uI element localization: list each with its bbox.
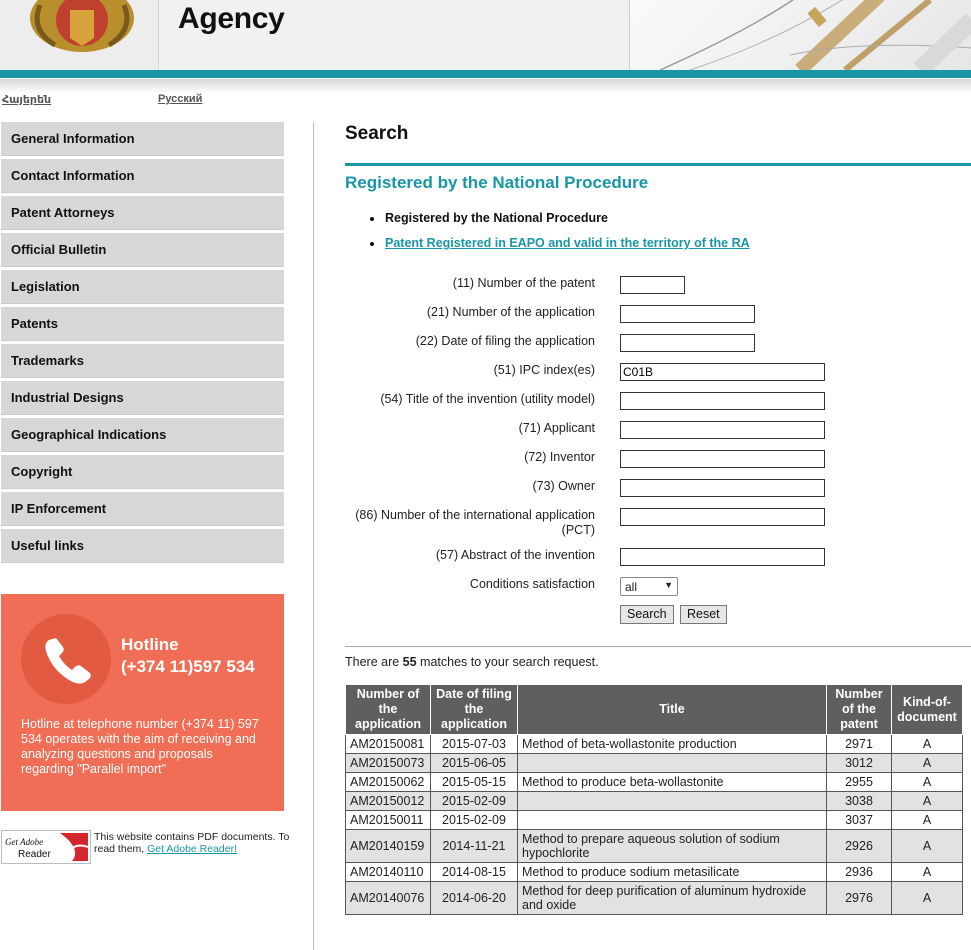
table-row[interactable] <box>346 863 963 882</box>
applicant-label: (71) Applicant <box>518 421 595 435</box>
cell-application-number[interactable]: AM20150081 <box>346 735 431 754</box>
hotline-phone-number: (+374 11)597 534 <box>121 657 255 676</box>
sidebar-item-geographical-indications[interactable]: Geographical Indications <box>1 418 284 452</box>
table-row[interactable] <box>346 830 963 863</box>
cell-kind-of-document: A <box>892 754 963 773</box>
application-number-input[interactable] <box>620 305 755 323</box>
sidebar-item-trademarks[interactable]: Trademarks <box>1 344 284 378</box>
cell-filing-date: 2015-07-03 <box>431 735 518 754</box>
header-accent-bar <box>0 70 971 78</box>
international-application-label: (86) Number of the international application (PCT) <box>355 508 595 537</box>
site-header <box>0 0 971 78</box>
application-number-label: (21) Number of the application <box>426 305 595 319</box>
sidebar-item-patents[interactable]: Patents <box>1 307 284 341</box>
patent-number-label: (11) Number of the patent <box>452 276 595 290</box>
column-header-patent-number[interactable]: Number of the patent <box>827 685 892 735</box>
cell-filing-date: 2014-06-20 <box>431 882 518 915</box>
abstract-input[interactable] <box>620 548 825 566</box>
cell-title: Method for deep purification of aluminum hydroxide and oxide <box>518 882 827 915</box>
cell-title: Method to produce beta-wollastonite <box>518 773 827 792</box>
language-armenian-link[interactable]: Հայերեն <box>2 94 52 106</box>
search-type-menu <box>368 211 750 261</box>
cell-kind-of-document: A <box>892 863 963 882</box>
table-row[interactable] <box>346 792 963 811</box>
column-header-application-number[interactable]: Number of the application <box>346 685 431 735</box>
cell-title <box>518 792 827 811</box>
cell-filing-date: 2015-06-05 <box>431 754 518 773</box>
adobe-notice <box>94 831 294 855</box>
cell-patent-number: 3037 <box>827 811 892 830</box>
page-title: Search <box>345 123 409 144</box>
cell-patent-number: 2936 <box>827 863 892 882</box>
sidebar-item-patent-attorneys[interactable]: Patent Attorneys <box>1 196 284 230</box>
international-application-input[interactable] <box>620 508 825 526</box>
cell-patent-number: 2926 <box>827 830 892 863</box>
cell-kind-of-document: A <box>892 735 963 754</box>
table-row[interactable] <box>346 735 963 754</box>
search-button[interactable]: Search <box>620 605 674 624</box>
header-banner-image <box>629 0 971 70</box>
sidebar-item-copyright[interactable]: Copyright <box>1 455 284 489</box>
cell-patent-number: 3012 <box>827 754 892 773</box>
results-table <box>345 684 963 915</box>
submenu-item-national-procedure: Registered by the National Procedure <box>368 211 750 236</box>
cell-application-number[interactable]: AM20150073 <box>346 754 431 773</box>
hotline-title <box>121 634 271 678</box>
sidebar-item-contact-information[interactable]: Contact Information <box>1 159 284 193</box>
sidebar-nav <box>1 122 284 566</box>
inventor-label: (72) Inventor <box>524 450 595 464</box>
cell-patent-number: 2976 <box>827 882 892 915</box>
abstract-label: (57) Abstract of the invention <box>435 548 595 562</box>
adobe-reader-icon <box>2 831 90 863</box>
sidebar-item-general-information[interactable]: General Information <box>1 122 284 156</box>
cell-filing-date: 2015-05-15 <box>431 773 518 792</box>
reset-button[interactable]: Reset <box>680 605 727 624</box>
table-row[interactable] <box>346 754 963 773</box>
language-russian-link[interactable]: Русский <box>158 93 203 105</box>
patent-number-input[interactable] <box>620 276 685 294</box>
match-count-suffix: matches to your search request. <box>416 655 599 669</box>
sidebar-item-useful-links[interactable]: Useful links <box>1 529 284 563</box>
ipc-index-label: (51) IPC index(es) <box>493 363 595 377</box>
cell-title <box>518 754 827 773</box>
cell-application-number[interactable]: AM20140076 <box>346 882 431 915</box>
submenu-link-eapo-patents[interactable]: Patent Registered in EAPO and valid in the territory of the RA <box>368 236 750 261</box>
sidebar-item-legislation[interactable]: Legislation <box>1 270 284 304</box>
cell-patent-number: 2971 <box>827 735 892 754</box>
cell-application-number[interactable]: AM20140110 <box>346 863 431 882</box>
invention-title-input[interactable] <box>620 392 825 410</box>
cell-kind-of-document: A <box>892 882 963 915</box>
agency-title: Agency <box>178 2 285 35</box>
filing-date-input[interactable] <box>620 334 755 352</box>
column-header-title[interactable]: Title <box>518 685 827 735</box>
get-adobe-reader-badge[interactable] <box>1 830 91 864</box>
cell-application-number[interactable]: AM20150062 <box>346 773 431 792</box>
inventor-input[interactable] <box>620 450 825 468</box>
owner-label: (73) Owner <box>532 479 595 493</box>
column-divider <box>313 122 314 950</box>
match-count: 55 <box>402 655 417 669</box>
ipc-index-input[interactable] <box>620 363 825 381</box>
title-underline <box>345 163 971 166</box>
owner-input[interactable] <box>620 479 825 497</box>
cell-title: Method to produce sodium metasilicate <box>518 863 827 882</box>
conditions-select[interactable] <box>620 577 678 596</box>
column-header-filing-date[interactable]: Date of filing the application <box>431 685 518 735</box>
cell-application-number[interactable]: AM20140159 <box>346 830 431 863</box>
applicant-input[interactable] <box>620 421 825 439</box>
table-row[interactable] <box>346 882 963 915</box>
coat-of-arms-icon <box>0 0 158 70</box>
get-adobe-reader-link[interactable]: Get Adobe Reader! <box>147 843 238 855</box>
cell-title <box>518 811 827 830</box>
cell-title: Method to prepare aqueous solution of sodium hypochlorite <box>518 830 827 863</box>
invention-title-label: (54) Title of the invention (utility model) <box>380 392 595 406</box>
phone-icon <box>21 614 111 704</box>
hotline-description: Hotline at telephone number (+374 11) 597 534 operates with the aim of receiving and analyzing questions and proposals regarding "Parallel import" <box>21 717 259 776</box>
cell-kind-of-document: A <box>892 773 963 792</box>
sidebar-item-official-bulletin[interactable]: Official Bulletin <box>1 233 284 267</box>
cell-kind-of-document: A <box>892 792 963 811</box>
cell-filing-date: 2014-08-15 <box>431 863 518 882</box>
adobe-notice-text: This website contains PDF documents. To read them, <box>94 831 290 855</box>
chevron-down-icon: ▼ <box>664 580 673 590</box>
match-count-text <box>345 655 599 669</box>
results-divider <box>345 646 971 647</box>
column-header-kind-of-document[interactable]: Kind-of-document <box>892 685 963 735</box>
cell-filing-date: 2015-02-09 <box>431 792 518 811</box>
sidebar-item-ip-enforcement[interactable]: IP Enforcement <box>1 492 284 526</box>
cell-filing-date: 2014-11-21 <box>431 830 518 863</box>
cell-patent-number: 2955 <box>827 773 892 792</box>
conditions-label: Conditions satisfaction <box>469 577 595 591</box>
section-title: Registered by the National Procedure <box>345 173 649 192</box>
cell-application-number[interactable]: AM20150011 <box>346 811 431 830</box>
cell-patent-number: 3038 <box>827 792 892 811</box>
adobe-badge-top-text: Get Adobe <box>5 837 44 847</box>
cell-application-number[interactable]: AM20150012 <box>346 792 431 811</box>
table-header-row <box>346 685 963 735</box>
conditions-select-value: all <box>625 580 638 594</box>
match-count-prefix: There are <box>345 655 403 669</box>
adobe-badge-bottom-text: Reader <box>18 849 51 860</box>
cell-title: Method of beta-wollastonite production <box>518 735 827 754</box>
cell-kind-of-document: A <box>892 830 963 863</box>
hotline-banner[interactable] <box>1 594 284 811</box>
drawing-instruments-icon <box>630 0 971 70</box>
sidebar-item-industrial-designs[interactable]: Industrial Designs <box>1 381 284 415</box>
filing-date-label: (22) Date of filing the application <box>415 334 595 348</box>
table-row[interactable] <box>346 811 963 830</box>
table-row[interactable] <box>346 773 963 792</box>
header-shadow <box>0 79 971 93</box>
hotline-heading: Hotline <box>121 635 179 654</box>
cell-filing-date: 2015-02-09 <box>431 811 518 830</box>
cell-kind-of-document: A <box>892 811 963 830</box>
coat-of-arms-logo[interactable] <box>0 0 159 70</box>
